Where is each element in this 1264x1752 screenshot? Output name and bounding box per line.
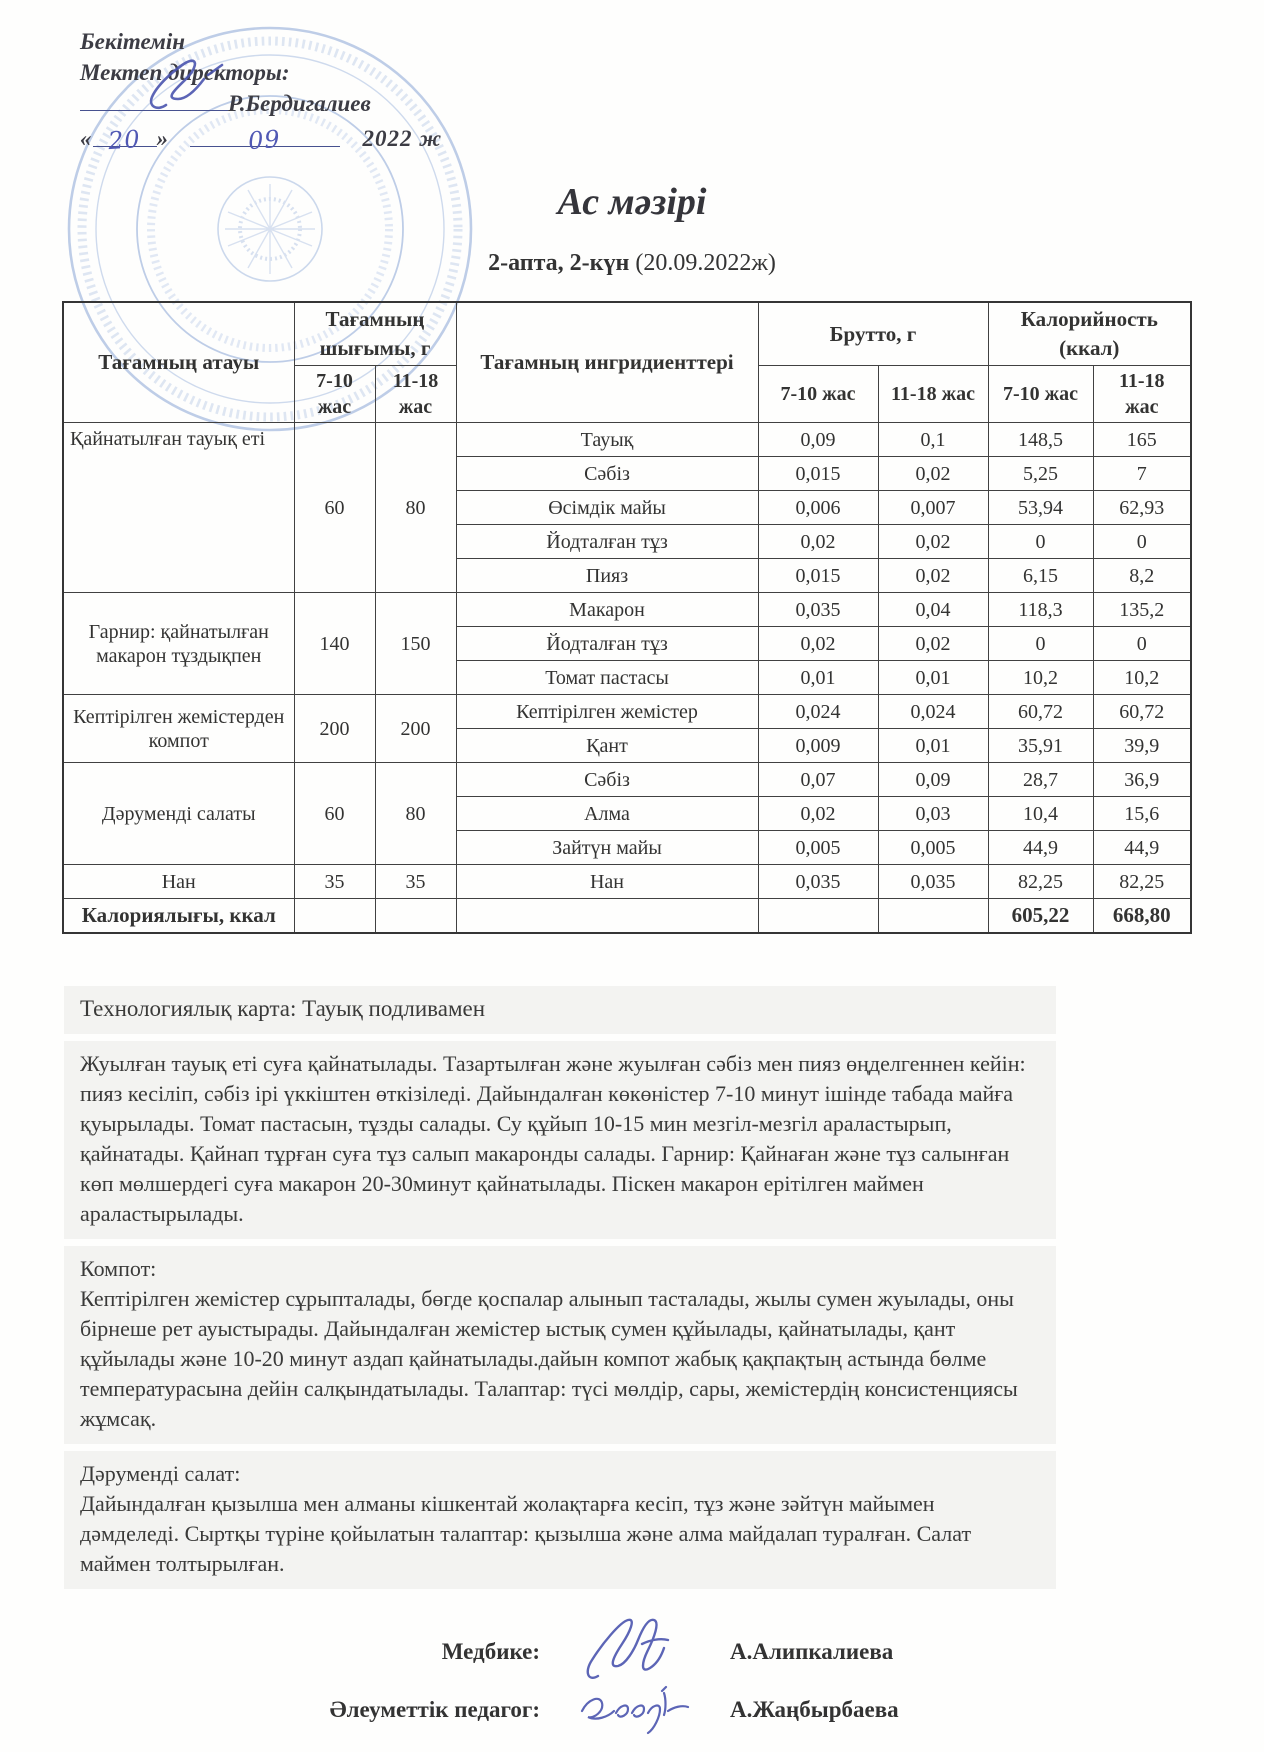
col-header-brutto: Брутто, г xyxy=(758,302,988,366)
brutto-7-10-cell: 0,02 xyxy=(758,627,878,661)
dish-name-cell: Дәруменді салаты xyxy=(63,763,294,865)
signature-underline xyxy=(80,91,228,111)
calories-11-18-cell: 82,25 xyxy=(1093,865,1191,899)
approval-block xyxy=(0,0,1264,154)
signatures-block xyxy=(240,1623,1264,1739)
dish-name-cell: Нан xyxy=(63,865,294,899)
tech-card-salad-block xyxy=(64,1451,1056,1589)
table-total-row xyxy=(63,899,1191,933)
ingredient-name-cell: Кептірілген жемістер xyxy=(456,695,758,729)
table-row xyxy=(63,593,1191,627)
brutto-11-18-cell: 0,005 xyxy=(878,831,988,865)
calories-11-18-cell: 36,9 xyxy=(1093,763,1191,797)
ingredient-name-cell: Томат пастасы xyxy=(456,661,758,695)
pedagog-signature-row xyxy=(240,1681,1264,1739)
ingredient-name-cell: Сәбіз xyxy=(456,457,758,491)
output-11-18-cell: 35 xyxy=(375,865,456,899)
compot-label: Компот: xyxy=(80,1255,157,1281)
ingredient-name-cell: Йодталған тұз xyxy=(456,627,758,661)
calories-7-10-cell: 10,4 xyxy=(988,797,1093,831)
calories-7-10-cell: 28,7 xyxy=(988,763,1093,797)
approval-line-2: Мектеп директоры: xyxy=(80,60,290,85)
brutto-7-10-cell: 0,02 xyxy=(758,525,878,559)
table-row xyxy=(63,763,1191,797)
output-7-10-cell: 140 xyxy=(294,593,375,695)
brutto-7-10-cell: 0,005 xyxy=(758,831,878,865)
calories-11-18-cell: 39,9 xyxy=(1093,729,1191,763)
output-11-18-cell: 80 xyxy=(375,763,456,865)
ingredient-name-cell: Қант xyxy=(456,729,758,763)
compot-paragraph: Кептірілген жемістер сұрыпталады, бөгде қоспалар алынып тасталады, жылы сумен жуылады, оны бірнеше рет ауыстырады. Дайындалған жемістер ыстық сумен құйылады, қайнатылады, қант құйылады және 10-20 минут аздап қайнатылады.дайын компот жабық қақпақтың астында бөлме температурасына дейін салқындатылады. Талаптар: түсі мөлдір, сары, жемістердің консистенциясы жұмсақ. xyxy=(80,1285,1018,1431)
subheader-age-11-18: 11-18 жас xyxy=(878,366,988,423)
nurse-signature-row xyxy=(240,1623,1264,1681)
col-header-calories: Калорийность (ккал) xyxy=(988,302,1191,366)
col-header-output: Тағамның шығымы, г xyxy=(294,302,456,366)
ingredient-name-cell: Макарон xyxy=(456,593,758,627)
brutto-7-10-cell: 0,07 xyxy=(758,763,878,797)
tech-card-title: Технологиялық карта: Тауық подливамен xyxy=(80,995,486,1021)
brutto-11-18-cell: 0,01 xyxy=(878,729,988,763)
calories-7-10-cell: 148,5 xyxy=(988,423,1093,457)
calories-7-10-cell: 82,25 xyxy=(988,865,1093,899)
page-title: Ас мәзірі xyxy=(557,181,707,223)
brutto-11-18-cell: 0,02 xyxy=(878,559,988,593)
ingredient-name-cell: Зайтүн майы xyxy=(456,831,758,865)
quote-close: » xyxy=(156,126,169,151)
output-11-18-cell: 80 xyxy=(375,423,456,593)
ingredient-name-cell: Нан xyxy=(456,865,758,899)
pedagog-signature-icon xyxy=(540,1677,730,1742)
nurse-name: А.Алипкалиева xyxy=(730,1638,894,1664)
handwritten-day: 20 xyxy=(107,124,142,156)
pedagog-name: А.Жаңбырбаева xyxy=(730,1696,899,1722)
menu-table xyxy=(62,301,1192,934)
calories-11-18-cell: 135,2 xyxy=(1093,593,1191,627)
brutto-7-10-cell: 0,009 xyxy=(758,729,878,763)
calories-11-18-cell: 0 xyxy=(1093,525,1191,559)
approval-line-1: Бекітемін xyxy=(80,29,186,54)
calories-11-18-cell: 165 xyxy=(1093,423,1191,457)
ingredient-name-cell: Пияз xyxy=(456,559,758,593)
calories-7-10-cell: 0 xyxy=(988,627,1093,661)
calories-7-10-cell: 118,3 xyxy=(988,593,1093,627)
subtitle-date: (20.09.2022ж) xyxy=(629,250,776,276)
brutto-7-10-cell: 0,015 xyxy=(758,559,878,593)
ingredient-name-cell: Тауық xyxy=(456,423,758,457)
menu-table-header xyxy=(63,302,1191,423)
director-name: Р.Бердигалиев xyxy=(228,91,371,116)
empty-cell xyxy=(758,899,878,933)
brutto-11-18-cell: 0,035 xyxy=(878,865,988,899)
menu-table-body xyxy=(63,423,1191,933)
salad-paragraph: Дайындалған қызылша мен алманы кішкентай жолақтарға кесіп, тұз және зәйтүн майымен дәмделеді. Сыртқы түріне қойылатын талаптар: қызылша және алма майдалап туралған. Салат маймен толтырылған. xyxy=(80,1490,972,1576)
output-11-18-cell: 200 xyxy=(375,695,456,763)
tech-card-compot-block xyxy=(64,1246,1056,1444)
salad-label: Дәруменді салат: xyxy=(80,1460,241,1486)
tech-card-paragraph-main: Жуылған тауық еті суға қайнатылады. Тазартылған және жуылған сәбіз мен пияз өңделгеннен кейін: пияз кесіліп, сәбіз ірі үккіштен өткізіледі. Дайындалған көкөністер 7-10 минут ішінде табада майға қуырылады. Томат пастасын, тұзды салады. Су құйып 10-15 мин мезгіл-мезгіл араластырып, қайнатады. Қайнап тұрған суға тұз салып макаронды салады. Гарнир: Қайнаған және тұз салынған көп мөлшердегі суға макарон 20-30минут қайнатылады. Піскен макарон ерітілген маймен араластырылады. xyxy=(64,1041,1056,1239)
ingredient-name-cell: Алма xyxy=(456,797,758,831)
brutto-7-10-cell: 0,024 xyxy=(758,695,878,729)
calories-7-10-cell: 35,91 xyxy=(988,729,1093,763)
dish-name-cell: Гарнир: қайнатылған макарон тұздықпен xyxy=(63,593,294,695)
calories-11-18-cell: 0 xyxy=(1093,627,1191,661)
calories-7-10-cell: 5,25 xyxy=(988,457,1093,491)
brutto-11-18-cell: 0,02 xyxy=(878,627,988,661)
output-7-10-cell: 200 xyxy=(294,695,375,763)
table-row xyxy=(63,865,1191,899)
subheader-age-7-10: 7-10 жас xyxy=(758,366,878,423)
brutto-11-18-cell: 0,01 xyxy=(878,661,988,695)
approval-year: 2022 ж xyxy=(362,126,443,151)
calories-11-18-cell: 62,93 xyxy=(1093,491,1191,525)
quote-open: « xyxy=(80,126,93,151)
brutto-7-10-cell: 0,01 xyxy=(758,661,878,695)
calories-11-18-cell: 10,2 xyxy=(1093,661,1191,695)
calories-11-18-cell: 15,6 xyxy=(1093,797,1191,831)
brutto-11-18-cell: 0,09 xyxy=(878,763,988,797)
pedagog-role-label: Әлеуметтік педагог: xyxy=(329,1696,540,1722)
approval-date-line xyxy=(80,123,1264,154)
brutto-11-18-cell: 0,1 xyxy=(878,423,988,457)
brutto-7-10-cell: 0,035 xyxy=(758,865,878,899)
nurse-role-label: Медбике: xyxy=(441,1638,540,1664)
output-7-10-cell: 35 xyxy=(294,865,375,899)
calories-11-18-cell: 8,2 xyxy=(1093,559,1191,593)
director-signature-line xyxy=(80,88,1264,119)
calories-11-18-cell: 44,9 xyxy=(1093,831,1191,865)
total-calories-7-10-cell: 605,22 xyxy=(988,899,1093,933)
empty-cell xyxy=(294,899,375,933)
brutto-11-18-cell: 0,02 xyxy=(878,525,988,559)
empty-cell xyxy=(375,899,456,933)
brutto-7-10-cell: 0,006 xyxy=(758,491,878,525)
calories-7-10-cell: 0 xyxy=(988,525,1093,559)
calories-11-18-cell: 60,72 xyxy=(1093,695,1191,729)
output-11-18-cell: 150 xyxy=(375,593,456,695)
tech-card xyxy=(64,986,1056,1589)
table-row xyxy=(63,695,1191,729)
brutto-11-18-cell: 0,03 xyxy=(878,797,988,831)
brutto-11-18-cell: 0,007 xyxy=(878,491,988,525)
subheader-age-11-18: 11-18 жас xyxy=(375,366,456,423)
calories-7-10-cell: 53,94 xyxy=(988,491,1093,525)
calories-11-18-cell: 7 xyxy=(1093,457,1191,491)
calories-7-10-cell: 10,2 xyxy=(988,661,1093,695)
brutto-11-18-cell: 0,02 xyxy=(878,457,988,491)
subheader-age-7-10: 7-10 жас xyxy=(294,366,375,423)
subheader-age-11-18: 11-18 жас xyxy=(1093,366,1191,423)
calories-7-10-cell: 60,72 xyxy=(988,695,1093,729)
output-7-10-cell: 60 xyxy=(294,763,375,865)
calories-7-10-cell: 6,15 xyxy=(988,559,1093,593)
ingredient-name-cell: Йодталған тұз xyxy=(456,525,758,559)
empty-cell xyxy=(456,899,758,933)
col-header-ingredients: Тағамның ингридиенттері xyxy=(456,302,758,423)
brutto-7-10-cell: 0,015 xyxy=(758,457,878,491)
ingredient-name-cell: Өсімдік майы xyxy=(456,491,758,525)
subheader-age-7-10: 7-10 жас xyxy=(988,366,1093,423)
brutto-11-18-cell: 0,04 xyxy=(878,593,988,627)
brutto-7-10-cell: 0,02 xyxy=(758,797,878,831)
empty-cell xyxy=(878,899,988,933)
brutto-7-10-cell: 0,09 xyxy=(758,423,878,457)
handwritten-month: 09 xyxy=(247,124,283,156)
dish-name-cell: Кептірілген жемістерден компот xyxy=(63,695,294,763)
col-header-dish: Тағамның атауы xyxy=(63,302,294,423)
dish-name-cell: Қайнатылған тауық еті xyxy=(63,423,294,593)
page-subtitle xyxy=(0,250,1264,277)
director-signature-icon xyxy=(138,53,258,117)
total-label-cell: Калориялығы, ккал xyxy=(63,899,294,933)
calories-7-10-cell: 44,9 xyxy=(988,831,1093,865)
total-calories-11-18-cell: 668,80 xyxy=(1093,899,1191,933)
subtitle-week-day: 2-апта, 2-күн xyxy=(488,250,630,276)
tech-card-title-block xyxy=(64,986,1056,1034)
table-row xyxy=(63,423,1191,457)
brutto-11-18-cell: 0,024 xyxy=(878,695,988,729)
ingredient-name-cell: Сәбіз xyxy=(456,763,758,797)
output-7-10-cell: 60 xyxy=(294,423,375,593)
brutto-7-10-cell: 0,035 xyxy=(758,593,878,627)
